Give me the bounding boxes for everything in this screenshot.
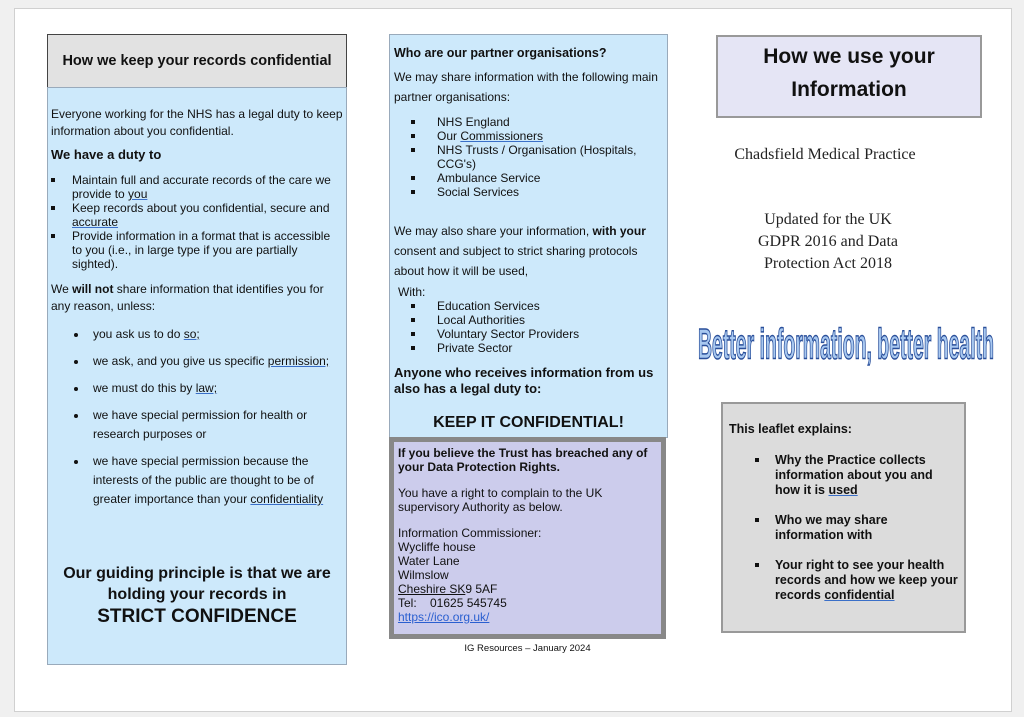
duty-heading: We have a duty to	[51, 147, 162, 162]
list-item: we must do this by law;	[71, 379, 343, 398]
list-item: Education Services	[411, 299, 663, 313]
list-item: Our Commissioners	[411, 129, 663, 143]
svg-text:Better information, better hea: Better information, better health	[698, 320, 994, 369]
updated-text: Updated for the UK GDPR 2016 and Data Protection Act 2018	[758, 211, 898, 272]
keep-confidential: KEEP IT CONFIDENTIAL!	[433, 414, 624, 431]
duty-list	[51, 173, 343, 271]
list-item: Local Authorities	[411, 313, 663, 327]
leaflet-list	[729, 453, 958, 603]
ico-panel	[389, 437, 666, 639]
list-item: Keep records about you confidential, secure and accurate	[51, 201, 343, 229]
list-item: we ask, and you give us specific permission;	[71, 352, 343, 371]
list-item: Provide information in a format that is accessible to you (i.e., in large type if you are partially sighted).	[51, 229, 343, 271]
guiding-principle: Our guiding principle is that we are holding your records in STRICT CONFIDENCE	[63, 565, 331, 627]
title-box: How we use your Information	[716, 35, 982, 118]
partners-list	[394, 115, 663, 199]
ico-heading: If you believe the Trust has breached any of your Data Protection Rights.	[398, 446, 648, 474]
partners-intro: We may share information with the following main partner organisations:	[394, 70, 658, 104]
also-share-text: We may also share your information, with your consent and subject to strict sharing protocols about how it will be used,	[394, 224, 646, 278]
wordart-slogan	[696, 316, 996, 376]
list-item: Who we may share information with	[755, 513, 958, 543]
confidential-header	[47, 34, 347, 88]
partners-heading: Who are our partner organisations?	[394, 46, 607, 60]
leaflet-explains-box	[721, 402, 966, 633]
list-item: you ask us to do so;	[71, 325, 343, 344]
header-text: How we keep your records confidential	[62, 53, 332, 69]
list-item: Why the Practice collects information about you and how it is used	[755, 453, 958, 498]
with-label: With:	[398, 285, 426, 299]
list-item: Ambulance Service	[411, 171, 663, 185]
list-item: NHS Trusts / Organisation (Hospitals, CCG's)	[411, 143, 663, 171]
ico-address: Information Commissioner: Wycliffe house Water Lane Wilmslow Cheshire SK9 5AF Tel: 01625 545745 https://ico.org.uk/	[398, 526, 542, 624]
intro-text: Everyone working for the NHS has a legal duty to keep information about you confidential.	[51, 107, 343, 138]
unless-list	[51, 325, 343, 509]
list-item: NHS England	[411, 115, 663, 129]
practice-name: Chadsfield Medical Practice	[734, 146, 916, 163]
list-item: Private Sector	[411, 341, 663, 355]
others-list	[394, 299, 663, 355]
list-item: Voluntary Sector Providers	[411, 327, 663, 341]
anyone-text: Anyone who receives information from us also has a legal duty to:	[394, 365, 654, 396]
partners-panel	[389, 34, 668, 438]
list-item: Your right to see your health records and how we keep your records confidential	[755, 558, 958, 603]
ico-right-text: You have a right to complain to the UK supervisory Authority as below.	[398, 486, 603, 514]
leaflet-heading: This leaflet explains:	[729, 422, 852, 436]
footer-text: IG Resources – January 2024	[464, 643, 591, 654]
ico-link[interactable]: https://ico.org.uk/	[398, 610, 490, 624]
list-item: we have special permission because the interests of the public are thought to be of greater importance than your confidentiality	[71, 452, 343, 509]
list-item: we have special permission for health or research purposes or	[71, 406, 343, 444]
share-text: We will not share information that identifies you for any reason, unless:	[51, 282, 324, 313]
list-item: Maintain full and accurate records of the care we provide to you	[51, 173, 343, 201]
list-item: Social Services	[411, 185, 663, 199]
